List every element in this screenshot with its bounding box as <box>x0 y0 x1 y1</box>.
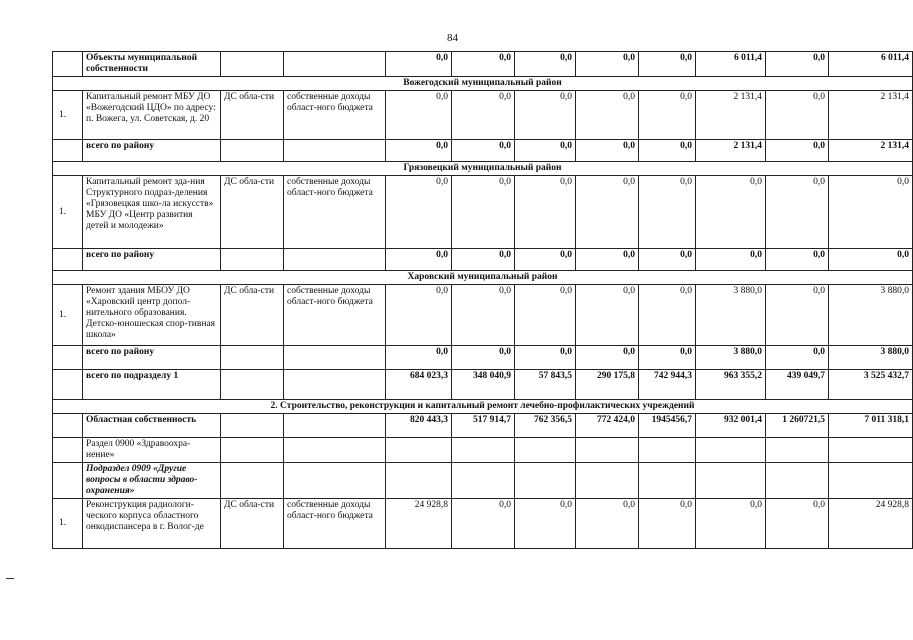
value-cell: 0,0 <box>576 140 639 162</box>
value-cell: 2 131,4 <box>829 91 913 140</box>
value-cell: 0,0 <box>386 176 452 249</box>
district-header-row <box>53 162 913 176</box>
value-cell: 1945456,7 <box>639 414 696 438</box>
value-cell: 772 424,0 <box>576 414 639 438</box>
value-cell: 3 880,0 <box>829 285 913 346</box>
row-label: Раздел 0900 «Здравоохра-нение» <box>83 438 221 463</box>
value-cell: 6 011,4 <box>696 52 766 77</box>
section-title: Вожегодский муниципальный район <box>53 77 913 91</box>
value-cell: 2 131,4 <box>696 91 766 140</box>
section-title: Харовский муниципальный район <box>53 271 913 285</box>
subsection-row <box>53 438 913 463</box>
value-cell: 0,0 <box>829 249 913 271</box>
value-cell: 0,0 <box>452 285 515 346</box>
section-title: Грязовецкий муниципальный район <box>53 162 913 176</box>
item-funding-source: собственные доходы област-ного бюджета <box>284 176 386 249</box>
value-cell: 0,0 <box>639 249 696 271</box>
value-cell: 439 049,7 <box>766 370 829 400</box>
row-label: Подраздел 0909 «Другие вопросы в области здраво-охранения» <box>83 463 221 499</box>
value-cell: 0,0 <box>766 249 829 271</box>
item-number: 1. <box>53 176 83 249</box>
value-cell: 0,0 <box>515 499 576 549</box>
value-cell: 0,0 <box>515 249 576 271</box>
value-cell: 0,0 <box>452 346 515 370</box>
value-cell: 0,0 <box>766 285 829 346</box>
value-cell: 963 355,2 <box>696 370 766 400</box>
item-row <box>53 91 913 140</box>
value-cell: 1 260721,5 <box>766 414 829 438</box>
value-cell: 3 880,0 <box>696 346 766 370</box>
value-cell: 0,0 <box>515 346 576 370</box>
value-cell: 820 443,3 <box>386 414 452 438</box>
value-cell: 0,0 <box>515 176 576 249</box>
value-cell: 762 356,5 <box>515 414 576 438</box>
item-name: Реконструкция радиологи-ческого корпуса областного онкодиспансера в г. Волог-де <box>83 499 221 549</box>
value-cell: 0,0 <box>452 249 515 271</box>
value-cell: 684 023,3 <box>386 370 452 400</box>
value-cell: 0,0 <box>452 140 515 162</box>
value-cell: 0,0 <box>386 249 452 271</box>
section-title: 2. Строительство, реконструкция и капитальный ремонт лечебно-профилактических учреждений <box>53 400 913 414</box>
item-client: ДС обла-сти <box>221 285 284 346</box>
value-cell: 0,0 <box>576 249 639 271</box>
total-row <box>53 140 913 162</box>
value-cell: 0,0 <box>515 52 576 77</box>
item-funding-source: собственные доходы област-ного бюджета <box>284 499 386 549</box>
total-row <box>53 249 913 271</box>
total-row <box>53 346 913 370</box>
item-row <box>53 499 913 549</box>
value-cell: 0,0 <box>639 499 696 549</box>
value-cell: 0,0 <box>576 91 639 140</box>
value-cell: 0,0 <box>696 176 766 249</box>
total-row <box>53 52 913 77</box>
margin-mark <box>6 578 14 579</box>
value-cell: 0,0 <box>696 249 766 271</box>
item-name: Капитальный ремонт зда-ния Структурного подраз-деления «Грязовецкая шко-ла искусств» МБУ ДО «Центр развития детей и молодежи» <box>83 176 221 249</box>
budget-table <box>52 51 913 549</box>
value-cell: 0,0 <box>639 176 696 249</box>
value-cell: 3 880,0 <box>829 346 913 370</box>
item-row <box>53 285 913 346</box>
row-label: всего по подразделу 1 <box>83 370 221 400</box>
value-cell: 24 928,8 <box>829 499 913 549</box>
value-cell: 3 880,0 <box>696 285 766 346</box>
value-cell: 0,0 <box>639 91 696 140</box>
value-cell: 517 914,7 <box>452 414 515 438</box>
value-cell: 290 175,8 <box>576 370 639 400</box>
value-cell: 0,0 <box>386 346 452 370</box>
item-number: 1. <box>53 91 83 140</box>
total-row <box>53 370 913 400</box>
value-cell: 0,0 <box>576 346 639 370</box>
value-cell: 2 131,4 <box>696 140 766 162</box>
value-cell: 0,0 <box>576 499 639 549</box>
value-cell: 932 001,4 <box>696 414 766 438</box>
row-label: Областная собственность <box>83 414 221 438</box>
section-header-row <box>53 400 913 414</box>
row-label: всего по району <box>83 249 221 271</box>
value-cell: 0,0 <box>515 91 576 140</box>
item-funding-source: собственные доходы област-ного бюджета <box>284 91 386 140</box>
value-cell: 0,0 <box>766 91 829 140</box>
row-label: всего по району <box>83 140 221 162</box>
value-cell: 0,0 <box>515 140 576 162</box>
value-cell: 0,0 <box>829 176 913 249</box>
value-cell: 0,0 <box>766 140 829 162</box>
value-cell: 0,0 <box>452 91 515 140</box>
row-label: Объекты муниципальной собственности <box>83 52 221 77</box>
value-cell: 24 928,8 <box>386 499 452 549</box>
item-funding-source: собственные доходы област-ного бюджета <box>284 285 386 346</box>
value-cell: 0,0 <box>576 52 639 77</box>
item-number: 1. <box>53 499 83 549</box>
item-client: ДС обла-сти <box>221 176 284 249</box>
value-cell: 7 011 318,1 <box>829 414 913 438</box>
value-cell: 0,0 <box>452 52 515 77</box>
value-cell: 6 011,4 <box>829 52 913 77</box>
value-cell: 0,0 <box>576 176 639 249</box>
value-cell: 0,0 <box>639 346 696 370</box>
value-cell: 0,0 <box>386 52 452 77</box>
value-cell: 0,0 <box>639 285 696 346</box>
district-header-row <box>53 271 913 285</box>
value-cell: 0,0 <box>452 499 515 549</box>
value-cell: 0,0 <box>766 176 829 249</box>
value-cell: 0,0 <box>766 499 829 549</box>
district-header-row <box>53 77 913 91</box>
subsection-row <box>53 463 913 499</box>
row-label: всего по району <box>83 346 221 370</box>
value-cell: 348 040,9 <box>452 370 515 400</box>
item-client: ДС обла-сти <box>221 91 284 140</box>
value-cell: 0,0 <box>386 140 452 162</box>
item-number: 1. <box>53 285 83 346</box>
value-cell: 0,0 <box>386 285 452 346</box>
item-client: ДС обла-сти <box>221 499 284 549</box>
value-cell: 0,0 <box>639 52 696 77</box>
value-cell: 0,0 <box>515 285 576 346</box>
value-cell: 742 944,3 <box>639 370 696 400</box>
value-cell: 3 525 432,7 <box>829 370 913 400</box>
value-cell: 0,0 <box>766 52 829 77</box>
value-cell: 0,0 <box>766 346 829 370</box>
value-cell: 0,0 <box>386 91 452 140</box>
value-cell: 0,0 <box>576 285 639 346</box>
item-row <box>53 176 913 249</box>
value-cell: 2 131,4 <box>829 140 913 162</box>
value-cell: 0,0 <box>696 499 766 549</box>
item-name: Ремонт здания МБОУ ДО «Харовский центр допол-нительного образования. Детско-юношеская спор-тивная школа» <box>83 285 221 346</box>
value-cell: 57 843,5 <box>515 370 576 400</box>
value-cell: 0,0 <box>639 140 696 162</box>
value-cell: 0,0 <box>452 176 515 249</box>
item-name: Капитальный ремонт МБУ ДО «Вожегодский ЦДО» по адресу: п. Вожега, ул. Советская, д. 20 <box>83 91 221 140</box>
page-number: 84 <box>447 32 458 44</box>
total-row <box>53 414 913 438</box>
